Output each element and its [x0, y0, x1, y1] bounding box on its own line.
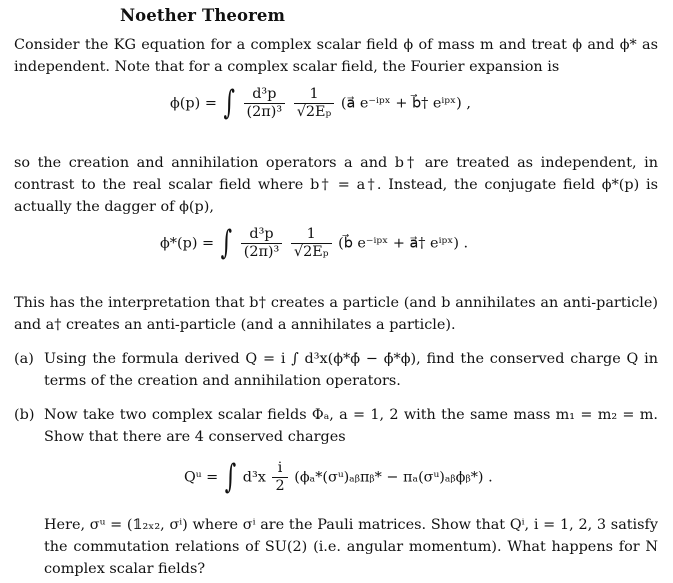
part-a-label: (a) — [14, 351, 34, 367]
eq2-frac2-num: 1 — [291, 226, 332, 244]
eq2-frac1-num: d³p — [241, 226, 283, 244]
eq2-fraction-measure — [241, 226, 283, 261]
su2-paragraph: Here, σᵘ = (𝟙₂ₓ₂, σⁱ) where σⁱ are the Pauli matrices. Show that Qⁱ, i = 1, 2, 3 satisfy the commutation relations of SU(2) (i.e. angular momentum). What happens for N complex scalar fields? — [44, 517, 658, 577]
eq1-frac1-den: (2π)³ — [246, 104, 283, 120]
eq1-frac2-den: √2Eₚ — [296, 104, 332, 120]
eq1-lhs: ϕ(p) = — [170, 95, 217, 112]
eq3-lhs: Qᵘ = — [184, 469, 219, 486]
interpretation-paragraph: This has the interpretation that b† creates a particle (and b annihilates an anti-particle) and a† creates an anti-particle (and a annihilates a particle). — [14, 295, 658, 333]
eq2-fraction-norm — [291, 226, 332, 261]
intro-paragraph: Consider the KG equation for a complex scalar field ϕ of mass m and treat ϕ and ϕ* as independent. Note that for a complex scalar field, the Fourier expansion is — [14, 37, 658, 75]
eq2-frac2-den: √2Eₚ — [293, 244, 329, 260]
part-b-label: (b) — [14, 407, 35, 423]
eq3-frac-den: 2 — [275, 478, 285, 494]
integral-sign: ∫ — [223, 84, 235, 123]
problem-part-a — [14, 348, 658, 392]
eq1-fraction-measure — [244, 86, 286, 121]
eq1-frac1-num: d³p — [244, 86, 286, 104]
part-b-text: Now take two complex scalar fields Φₐ, a = 1, 2 with the same mass m₁ = m₂ = m. Show that there are 4 conserved charges — [44, 407, 658, 445]
eq2-frac1-den: (2π)³ — [243, 244, 280, 260]
equation-conserved-charges — [184, 460, 493, 495]
eq3-measure: d³x — [242, 469, 266, 486]
equation-phi-expansion — [170, 86, 471, 121]
integral-sign: ∫ — [224, 458, 237, 497]
page-title: Noether Theorem — [120, 6, 286, 25]
eq2-rhs: (b⃗ e⁻ⁱᵖˣ + a⃗† eⁱᵖˣ) . — [338, 235, 469, 252]
part-a-text: Using the formula derived Q = i ∫ d³x(ϕ*ϕ̇ − ϕ̇*ϕ), find the conserved charge Q in terms of the creation and annihilation operators. — [44, 351, 658, 389]
equation-phi-star-expansion — [160, 226, 468, 261]
eq3-fraction — [272, 460, 287, 495]
eq3-frac-num: i — [272, 460, 287, 478]
integral-sign: ∫ — [220, 224, 233, 263]
eq2-lhs: ϕ*(p) = — [160, 235, 215, 252]
eq1-rhs: (a⃗ e⁻ⁱᵖˣ + b⃗† eⁱᵖˣ) , — [340, 95, 471, 112]
eq1-frac2-num: 1 — [294, 86, 335, 104]
problem-part-b — [14, 404, 658, 448]
eq1-fraction-norm — [294, 86, 335, 121]
creation-annihilation-paragraph: so the creation and annihilation operators a and b† are treated as independent, in contrast to the real scalar field where b† = a†. Instead, the conjugate field ϕ*(p) is actually the dagger of ϕ(p), — [14, 155, 658, 215]
eq3-rhs: (ϕₐ*(σᵘ)ₐᵦπᵦ* − πₐ(σᵘ)ₐᵦϕᵦ*) . — [294, 469, 493, 486]
